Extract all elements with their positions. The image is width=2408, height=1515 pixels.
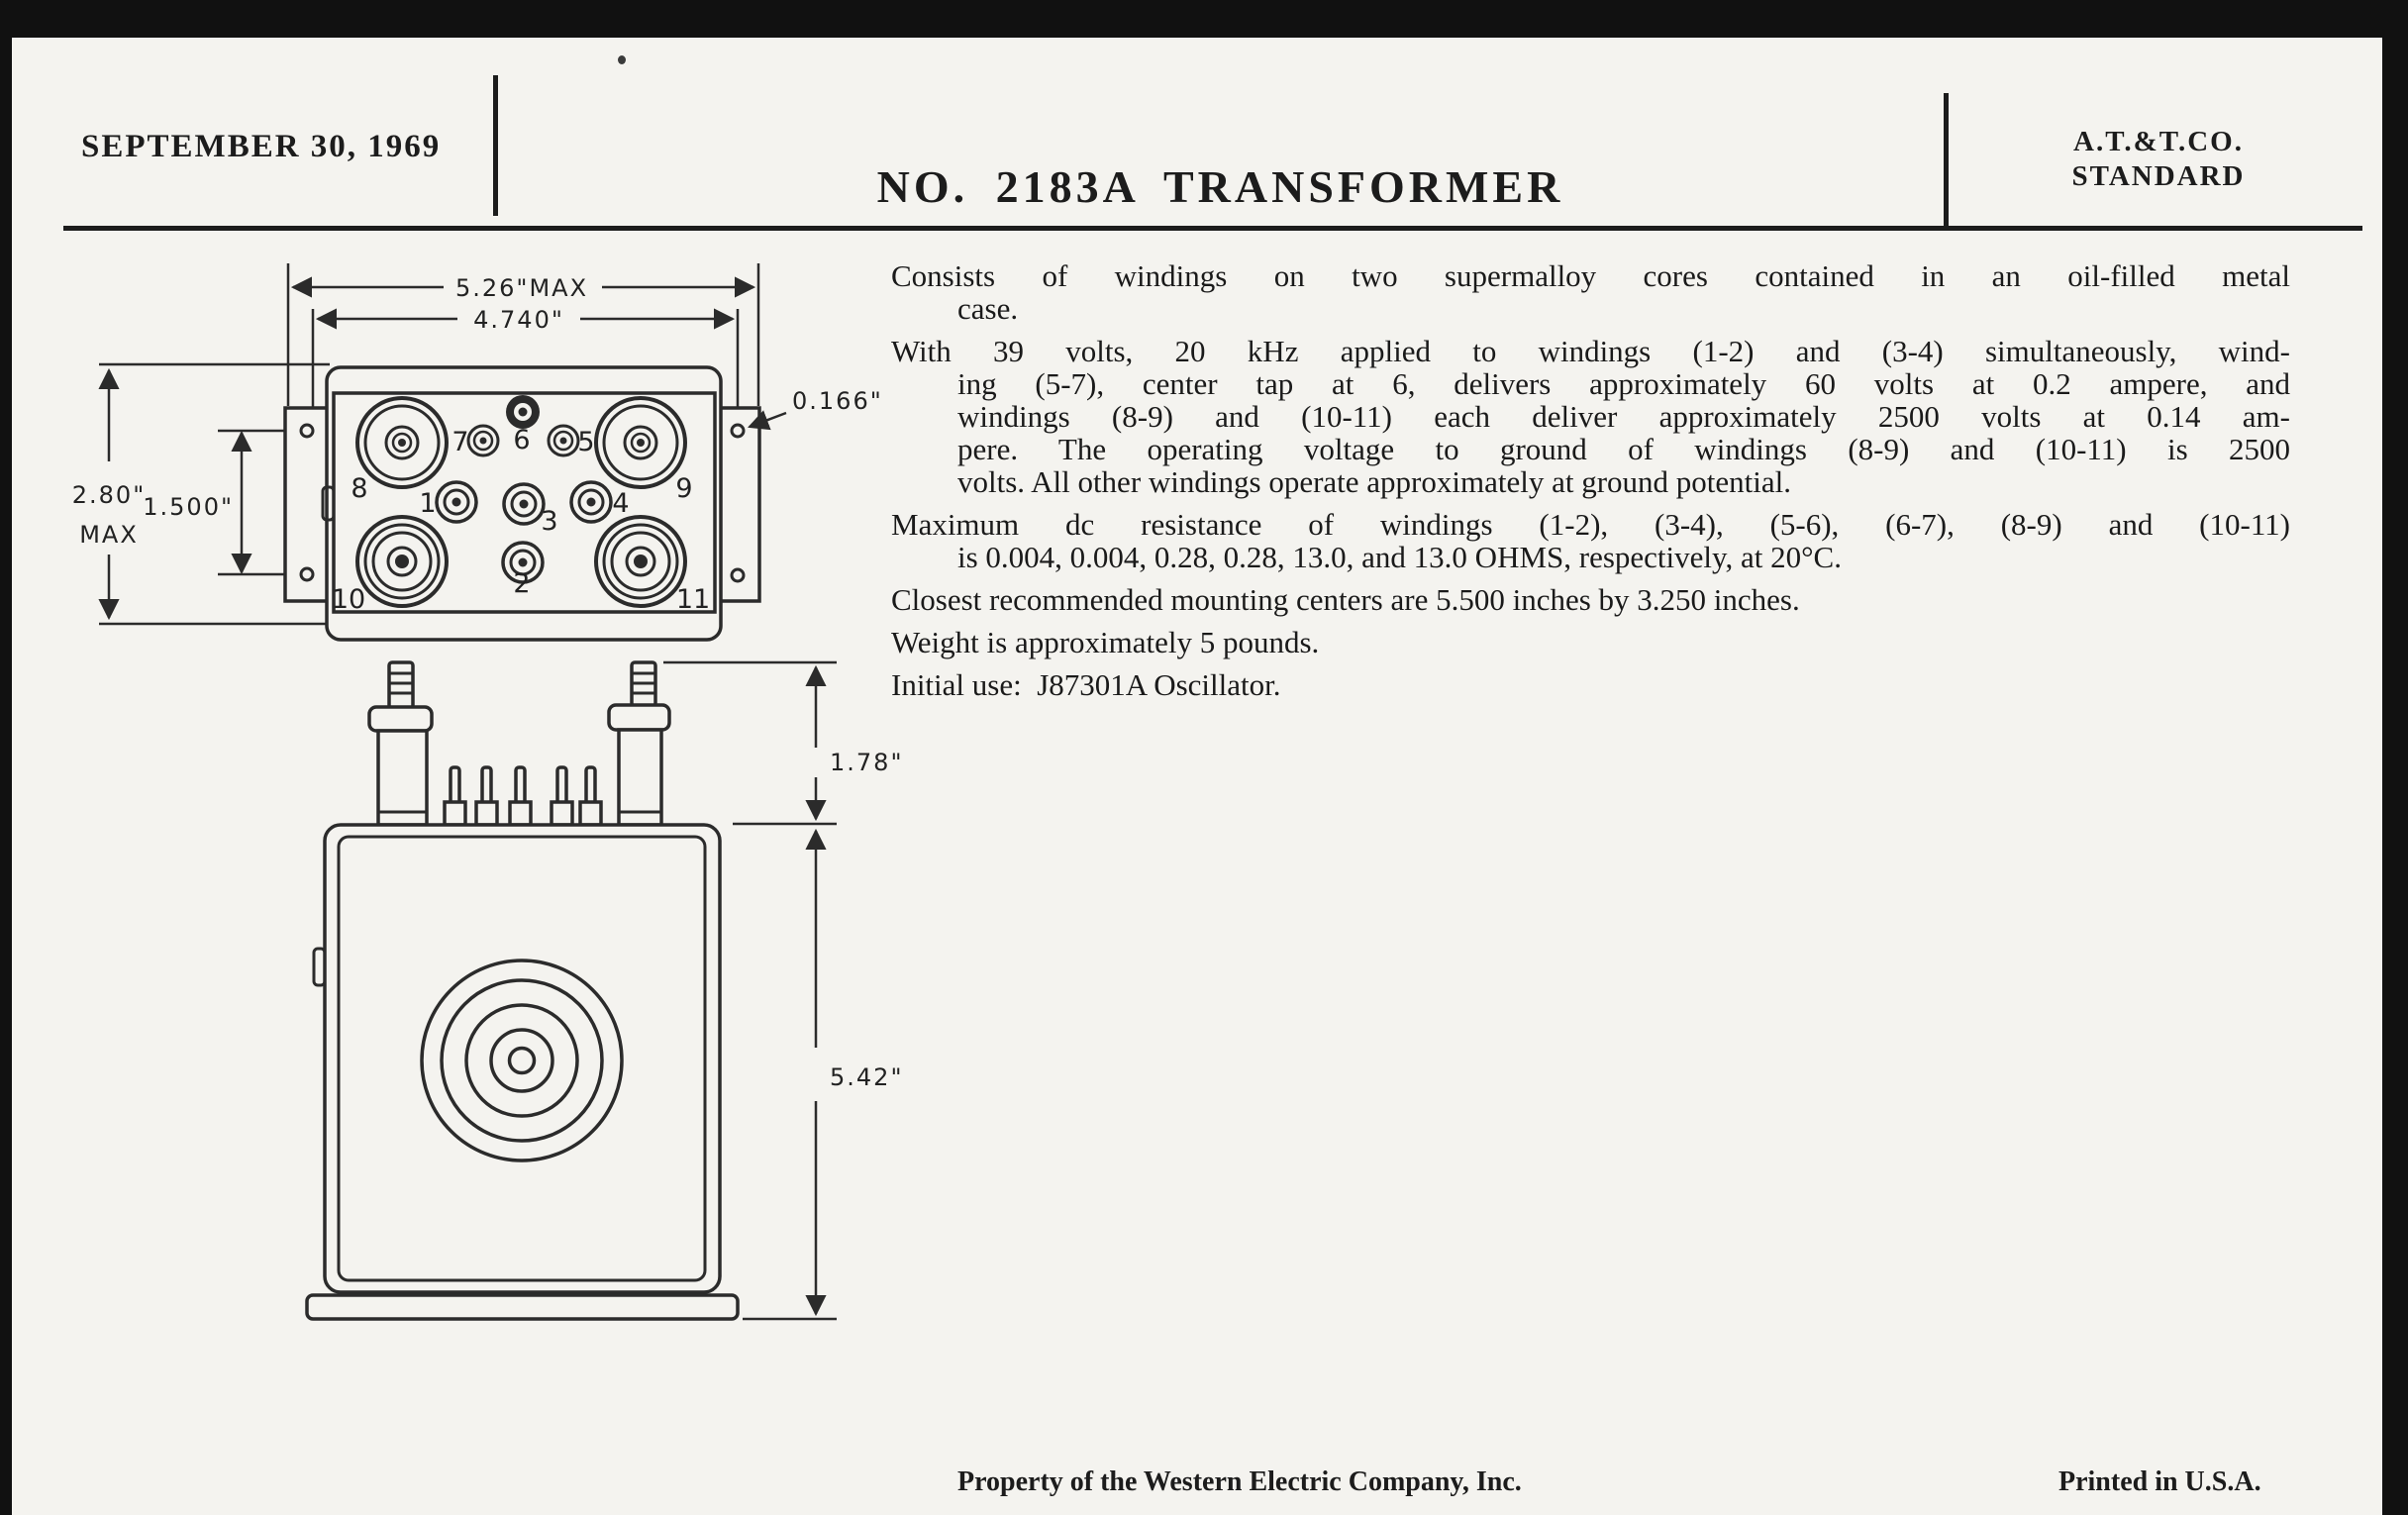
spec-line: Maximum dc resistance of windings (1-2), (3-4), (5-6), (6-7), (8-9) and (10-11) bbox=[891, 507, 2290, 542]
spec-line: Weight is approximately 5 pounds. bbox=[891, 625, 1320, 659]
terminal-label-5: 5 bbox=[577, 427, 595, 457]
footer-property-notice: Property of the Western Electric Company, Inc. bbox=[957, 1466, 1522, 1497]
dim-width-max: 5.26"MAX bbox=[454, 274, 589, 302]
dim-depth-max: 2.80" bbox=[71, 481, 147, 509]
dim-hole-dia: 0.166" bbox=[792, 387, 883, 415]
terminal-6 bbox=[506, 395, 540, 429]
pin-terminals bbox=[445, 767, 601, 825]
dim-terminal-height: 1.78" bbox=[830, 749, 904, 776]
spec-line: windings (8-9) and (10-11) each deliver approximately 2500 volts at 0.14 am- bbox=[957, 399, 2290, 434]
terminal-label-10: 10 bbox=[331, 584, 366, 615]
page-title: NO. 2183A TRANSFORMER bbox=[876, 161, 1564, 212]
terminal-label-3: 3 bbox=[541, 506, 558, 537]
spec-line: volts. All other windings operate approximately at ground potential. bbox=[957, 464, 1791, 499]
spec-line: Consists of windings on two supermalloy cores contained in an oil-filled metal bbox=[891, 258, 2290, 293]
document-date: SEPTEMBER 30, 1969 bbox=[81, 129, 442, 164]
spec-line: ing (5-7), center tap at 6, delivers approximately 60 volts at 0.2 ampere, and bbox=[957, 366, 2290, 401]
case-outline bbox=[325, 825, 720, 1292]
base-flange bbox=[307, 1295, 738, 1319]
terminal-label-2: 2 bbox=[513, 568, 531, 599]
spec-line: Initial use: J87301A Oscillator. bbox=[891, 667, 1281, 702]
footer-printed-in: Printed in U.S.A. bbox=[2058, 1466, 2261, 1497]
top-view bbox=[72, 263, 883, 640]
dim-depth-max-suffix: MAX bbox=[79, 521, 139, 549]
spec-line: pere. The operating voltage to ground of windings (8-9) and (10-11) is 2500 bbox=[957, 432, 2290, 466]
dim-hole-vspan: 1.500" bbox=[143, 493, 234, 521]
terminal-label-1: 1 bbox=[419, 488, 437, 519]
spec-line: case. bbox=[957, 291, 1019, 326]
terminal-label-6: 6 bbox=[513, 425, 531, 455]
org-standard: STANDARD bbox=[2071, 160, 2246, 192]
hv-bushing-right bbox=[609, 662, 669, 825]
terminal-label-7: 7 bbox=[452, 427, 469, 457]
terminal-label-8: 8 bbox=[351, 473, 368, 504]
terminal-label-9: 9 bbox=[675, 473, 693, 504]
terminal-label-4: 4 bbox=[612, 488, 630, 519]
spec-line: With 39 volts, 20 kHz applied to windings (1-2) and (3-4) simultaneously, wind- bbox=[891, 334, 2290, 368]
dim-case-height: 5.42" bbox=[830, 1063, 904, 1091]
side-view bbox=[307, 662, 903, 1319]
spec-line: Closest recommended mounting centers are 5.500 inches by 3.250 inches. bbox=[891, 582, 1800, 617]
dim-hole-span: 4.740" bbox=[473, 306, 564, 334]
org-name: A.T.&T.CO. bbox=[2073, 126, 2244, 157]
spec-line: is 0.004, 0.004, 0.28, 0.28, 13.0, and 13.0 OHMS, respectively, at 20°C. bbox=[957, 540, 1842, 574]
terminal-label-11: 11 bbox=[675, 584, 711, 615]
hv-bushing-left bbox=[369, 662, 432, 825]
